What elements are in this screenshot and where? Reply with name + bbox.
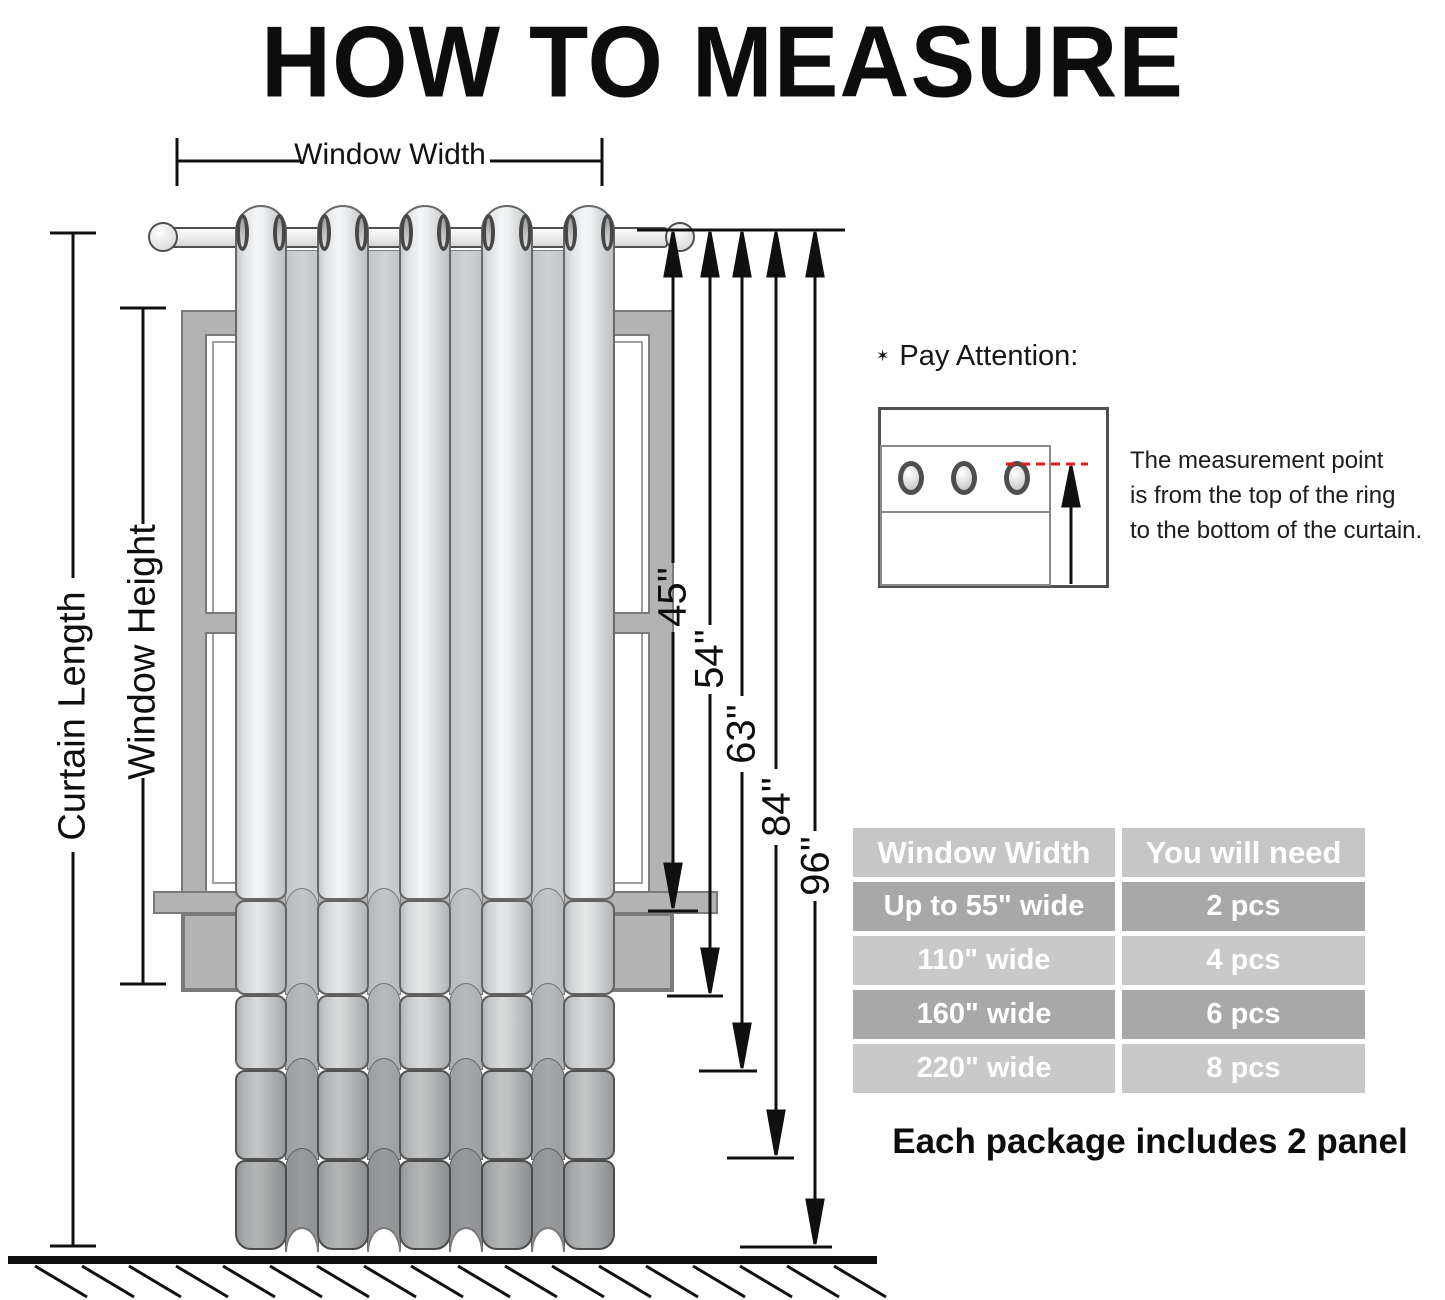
curtain-length-label: Curtain Length [51,591,94,841]
pay-attention-heading: ✶ Pay Attention: [876,340,1079,372]
grommet-ring-icon [273,214,286,251]
table-row: 220" wide 8 pcs [853,1044,1365,1093]
grommet-ring-icon [400,214,413,251]
measurement-point-note: The measurement point is from the top of the ring to the bottom of the curtain. [1130,447,1423,544]
hem-scallop [531,1227,565,1252]
length-marker-84: 84'' [754,777,799,837]
ground-line [8,1256,886,1297]
window-width-label: Window Width [294,138,486,171]
rod-finial-right [665,222,695,252]
grommet-ring-icon [898,461,924,495]
table-row: 160" wide 6 pcs [853,990,1365,1039]
grommet-ring-icon [1004,461,1030,495]
grommet-ring-icon [236,214,249,251]
curtain-band [235,1070,615,1160]
hem-scallop [367,1227,401,1252]
hem-scallop [285,1227,319,1252]
curtain-band [235,205,615,900]
curtain-band [235,995,615,1070]
length-marker-96: 96'' [793,836,838,896]
curtain-band [235,900,615,995]
grommet-ring-icon [482,214,495,251]
table-row: 110" wide 4 pcs [853,936,1365,985]
curtain-panel [235,205,615,1250]
grommet-ring-icon [318,214,331,251]
column-header: You will need [1122,828,1365,877]
grommet-ring-icon [355,214,368,251]
grommet-ring-icon [951,461,977,495]
rod-finial-left [148,222,178,252]
grommet-strip-line [880,511,1051,513]
grommet-ring-icon [519,214,532,251]
hem-scallop [449,1227,483,1252]
length-arrow-84 [727,232,794,1158]
table-row: Up to 55" wide 2 pcs [853,882,1365,931]
star-icon: ✶ [876,348,890,365]
grommet-ring-icon [437,214,450,251]
column-header: Window Width [853,828,1115,877]
length-marker-45: 45'' [650,567,695,627]
length-marker-63: 63'' [719,704,764,764]
length-marker-54: 54'' [687,629,732,689]
grommet-ring-icon [601,214,614,251]
package-note: Each package includes 2 panel [892,1122,1408,1161]
grommet-ring-icon [564,214,577,251]
window-height-label: Window Height [121,524,164,780]
panel-quantity-table [853,828,1365,1098]
page-title: HOW TO MEASURE [261,4,1184,119]
table-header-row [853,828,1365,877]
